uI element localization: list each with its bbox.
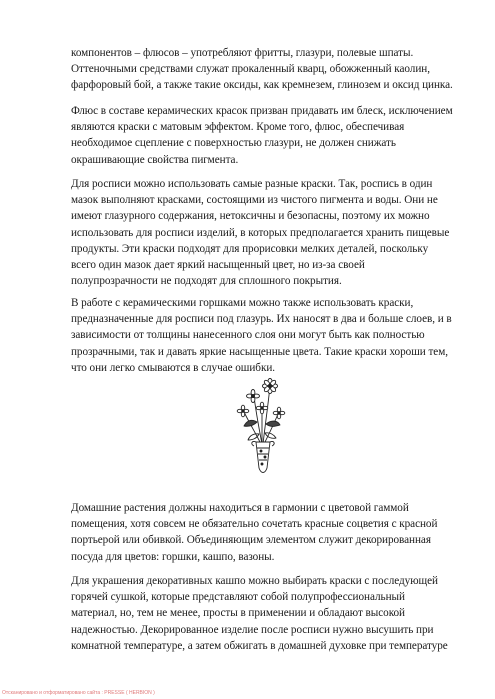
paragraph-flux-purpose [71,103,463,168]
flower-bouquet-icon [232,378,290,478]
text-line: помещения, хотя совсем не обязательно сочетать красные соцветия с красной [71,518,438,531]
paragraph-fluxes [71,45,463,94]
text-line: посуда для цветов: горшки, кашпо, вазоны. [71,550,275,563]
text-line: компонентов – флюсов – употребляют фритты, глазури, полевые шпаты. [71,47,414,59]
text-line: Оттеночными средствами служат прокаленный кварц, обожженный каолин, [71,63,430,76]
text-line: использовать для росписи изделий, в которых предполагается хранить пищевые [71,226,450,239]
text-line: надежностью. Декорированное изделие после росписи нужно высушить при [71,623,434,636]
text-line: продукты. Эти краски подходят для прорисовки мелких деталей, поскольку [71,242,429,255]
text-line: В работе с керамическими горшками можно также использовать краски, [71,297,414,309]
footer-watermark-note: Отсканировано и отформатировано сайта : PRESSE ( HERBION ) [2,690,155,696]
flower-bouquet-illustration [232,378,290,478]
text-line: всего один мазок дает яркий насыщенный цвет, но из-за своей [71,259,365,272]
text-line: Для украшения декоративных кашпо можно выбирать краски с последующей [71,575,438,587]
text-line: окрашивающие свойства пигмента. [71,153,239,166]
text-line: горячей сушкой, которые представляют собой полупрофессиональный [71,591,405,604]
text-line: фарфоровый бой, а также такие оксиды, как кремнезем, глинозем и оксид цинка. [71,79,453,92]
text-line: прозрачными, так и давать яркие насыщенные цвета. Такие краски хороши тем, [71,345,448,358]
text-line: являются краски с матовым эффектом. Кроме того, флюс, обеспечивая [71,121,405,134]
paragraph-house-plants [71,500,463,565]
text-line: имеют глазурного содержания, нетоксичны и безопасны, поэтому их можно [71,210,430,223]
text-line: комнатной температуре, а затем обжигать в домашней духовке при температуре [71,639,448,652]
paragraph-underglaze [71,295,463,376]
text-line: материал, но, тем не менее, просты в применении и обладают высокой [71,607,405,620]
text-line: Домашние растения должны находиться в гармонии с цветовой гаммой [71,502,409,514]
text-line: мазок выполняют красками, состоящими из чистого пигмента и воды. Они не [71,194,438,207]
text-line: портьерой или обивкой. Объединяющим элементом служит декорированная [71,534,431,547]
text-line: зависимости от толщины нанесенного слоя они могут быть как полностью [71,329,425,342]
text-line: Флюс в составе керамических красок призван придавать им блеск, исключением [71,105,453,117]
text-line: необходимое сцепление с поверхностью глазури, не должен снижать [71,137,396,150]
text-line: предназначенные для росписи под глазурь. Их наносят в два и больше слоев, и в [71,313,452,326]
paragraph-decorative-pots [71,573,463,654]
paragraph-paint-types [71,176,463,289]
text-line: полупрозрачности не подходят для сплошного покрытия. [71,275,342,288]
text-line: что они легко смываются в случае ошибки. [71,361,276,374]
text-line: Для росписи можно использовать самые разные краски. Так, роспись в один [71,178,433,190]
